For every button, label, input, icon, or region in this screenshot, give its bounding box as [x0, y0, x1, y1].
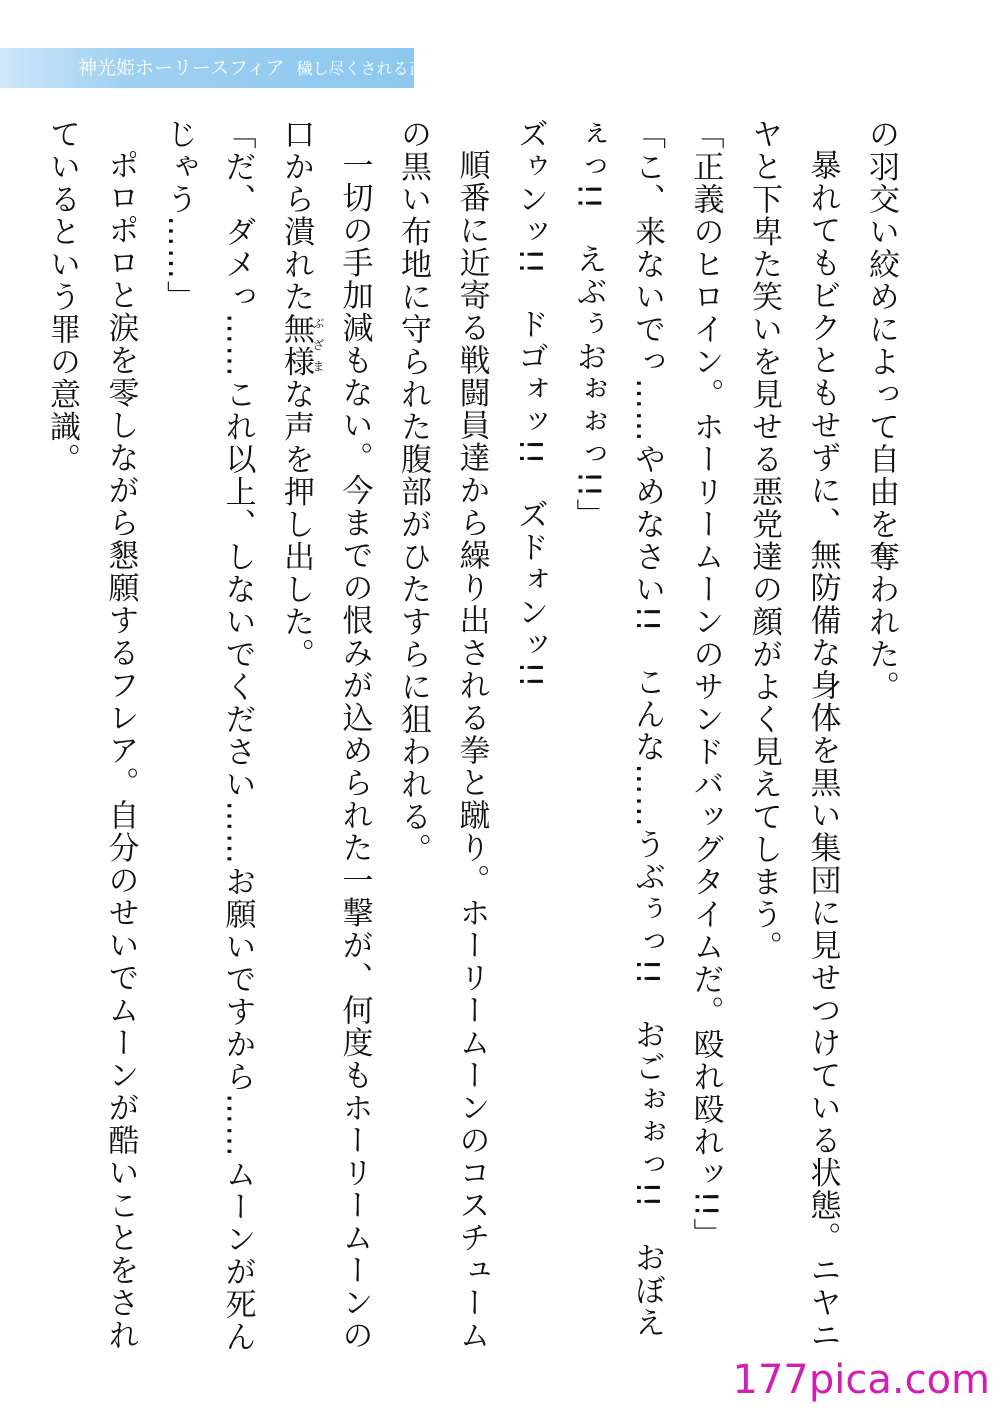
paragraph: ポロポロと涙を零しながら懇願するフレア。自分のせいでムーンが酷いことをされているという罪の意識。 [44, 118, 139, 1352]
dialog-paragraph: 「こ、来ないでっ……やめなさい!! こんな……うぶぅっ!! おごぉぉっ!! おぼえぇっ!! えぶぅおぉぉっ!!」 [570, 118, 665, 1340]
paragraph: 順番に近寄る戦闘員達から繰り出される拳と蹴り。ホーリームーンのコスチュームの黒い布地に守られた腹部がひたすらに狙われる。 [395, 118, 490, 1352]
ruby-base: 無様 [278, 313, 314, 378]
dialog-paragraph: 「だ、ダメっ……これ以上、しないでください……お願いですから……ムーンが死んじゃう……」 [161, 118, 256, 1353]
running-header [78, 49, 441, 87]
sound-effect-paragraph: ズゥンッ!! ドゴォッ!! ズドォンッ!! [512, 118, 548, 690]
paragraph-text: な声を押し出した。 [278, 378, 314, 671]
dialog-paragraph: 「正義のヒロイン。ホーリームーンのサンドバッグタイムだ。殴れ殴れッ!!」 [687, 118, 724, 1251]
ruby-reading: ぶざま [311, 313, 325, 378]
book-title: 神光姫ホーリースフィア [78, 57, 285, 79]
paragraph: の羽交い絞めによって自由を奪われた。 [863, 118, 899, 703]
paragraph: 暴れてもビクともせずに、無防備な身体を黒い集団に見せつけている状態。ニヤニヤと下卑た笑いを見せる悪党達の顔がよく見えてしまう。 [746, 118, 841, 1352]
watermark: 177pica.com [732, 1357, 990, 1403]
ruby-annotation [278, 313, 325, 378]
vertical-body-text [44, 118, 910, 1358]
paragraph [267, 118, 384, 1358]
paragraph-text: 一切の手加減もない。今までの恨みが込められた一撃が、何度もホーリームーンの口から潰れた [278, 118, 373, 1352]
chapter-title: 穢し尽くされる正義 [296, 59, 441, 78]
